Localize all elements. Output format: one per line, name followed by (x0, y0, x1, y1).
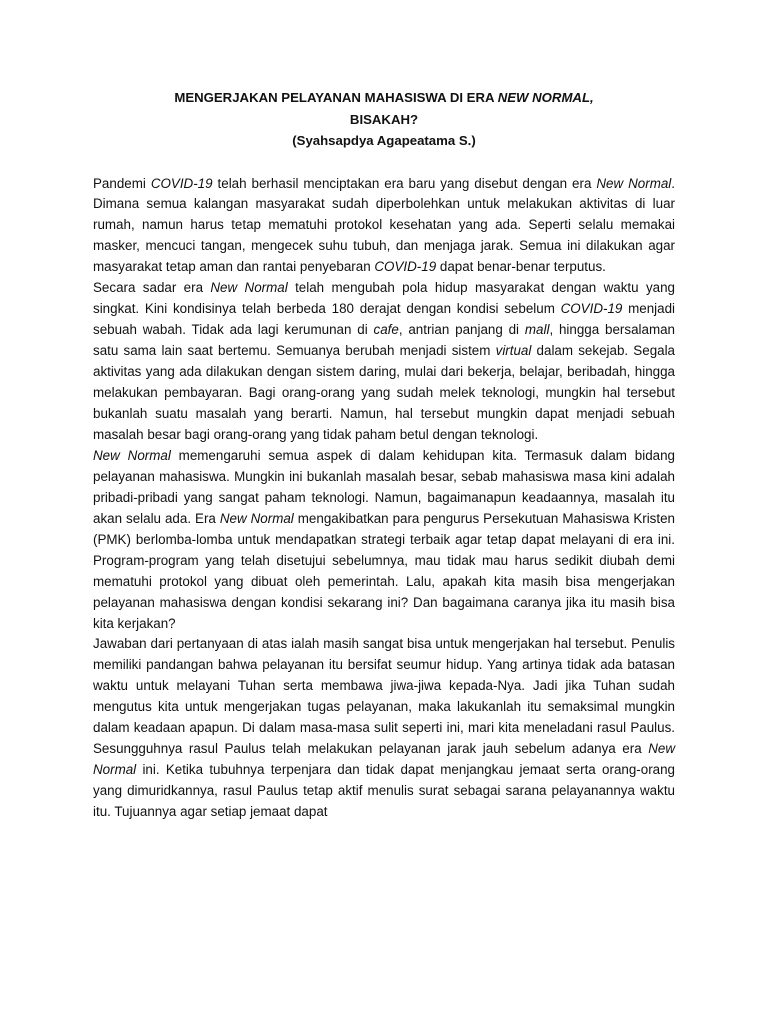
paragraph-text: telah mengubah pola hidup masyarakat dengan waktu yang singkat. Kini kondisinya telah berbeda 180 derajat dengan kondisi sebelum (93, 280, 675, 317)
italic-text: COVID-19 (560, 301, 623, 317)
italic-text: virtual (495, 343, 532, 359)
italic-text: New Normal (210, 280, 288, 296)
paragraph-text: memengaruhi semua aspek di dalam kehidupan kita. Termasuk dalam bidang pelayanan mahasiswa. Mungkin ini bukanlah masalah besar, sebab mahasiswa masa kini adalah pribadi-pribadi yang sangat paham teknologi. Namun, bagaimanapun keadaannya, masalah itu akan selalu ada. Era (93, 447, 675, 526)
paragraph-text: , hingga bersalaman satu sama lain saat bertemu. Semuanya berubah menjadi sistem (93, 322, 675, 359)
paragraph-text: , antrian panjang di (398, 322, 525, 338)
paragraph-text: dalam sekejab. Segala aktivitas yang ada dilakukan dengan sistem daring, mulai dari bekerja, belajar, beribadah, hingga melakukan pembayaran. Bagi orang-orang yang sudah melek teknologi, mungkin hal tersebut bukanlah suatu masalah yang berarti. Namun, hal tersebut mungkin dapat menjadi sebuah masalah besar bagi orang-orang yang tidak paham betul dengan teknologi. (93, 343, 676, 442)
title-italic-text: NEW NORMAL, (497, 90, 594, 105)
document-body (93, 174, 675, 824)
document-author: (Syahsapdya Agapeatama S.) (292, 133, 476, 148)
italic-text: New Normal (93, 741, 675, 778)
paragraph (93, 278, 675, 446)
italic-text: cafe (373, 322, 399, 338)
paragraph-text: telah berhasil menciptakan era baru yang disebut dengan era (212, 175, 597, 191)
italic-text: New Normal (596, 175, 672, 191)
italic-text: New Normal (93, 447, 171, 463)
italic-text: COVID-19 (374, 259, 437, 275)
paragraph-text: menjadi sebuah wabah. Tidak ada lagi kerumunan di (93, 301, 675, 338)
italic-text: New Normal (219, 510, 294, 526)
title-text: MENGERJAKAN PELAYANAN MAHASISWA DI ERA (174, 90, 498, 105)
paragraph-text: ini. Ketika tubuhnya terpenjara dan tidak dapat menjangkau jemaat serta orang-orang yang dimuridkannya, rasul Paulus tetap aktif menulis surat sebagai sarana pelayanannya waktu itu. Tujuannya agar setiap jemaat dapat (93, 762, 675, 820)
paragraph-text: Pandemi (93, 175, 151, 191)
document-title-line2: BISAKAH? (349, 111, 419, 127)
paragraph-text: dapat benar-benar terputus. (436, 259, 606, 275)
document-page (93, 87, 675, 823)
paragraph (93, 634, 675, 823)
paragraph-text: Secara sadar era (93, 280, 211, 296)
italic-text: mall (524, 322, 550, 338)
paragraph (93, 446, 675, 635)
document-title-line1 (93, 87, 675, 109)
paragraph-text: mengakibatkan para pengurus Persekutuan Mahasiswa Kristen (PMK) berlomba-lomba untuk mendapatkan strategi terbaik agar tetap dapat melayani di era ini. Program-program yang telah disetujui sebelumnya, mau tidak mau harus sedikit diubah demi mematuhi protokol yang dibuat oleh pemerintah. Lalu, apakah kita masih bisa mengerjakan pelayanan mahasiswa dengan kondisi sekarang ini? Dan bagaimana caranya jika itu masih bisa kita kerjakan? (93, 510, 675, 631)
paragraph (93, 174, 675, 279)
italic-text: COVID-19 (150, 175, 213, 191)
paragraph-text: . Dimana semua kalangan masyarakat sudah diperbolehkan untuk melakukan aktivitas di luar rumah, namun harus tetap mematuhi protokol kesehatan yang ada. Seperti selalu memakai masker, mencuci tangan, mengecek suhu tubuh, dan menjaga jarak. Semua ini dilakukan agar masyarakat tetap aman dan rantai penyebaran (93, 175, 676, 275)
paragraph-text: Jawaban dari pertanyaan di atas ialah masih sangat bisa untuk mengerjakan hal tersebut. Penulis memiliki pandangan bahwa pelayanan itu bersifat seumur hidup. Yang artinya tidak ada batasan waktu untuk melayani Tuhan serta membawa jiwa-jiwa kepada-Nya. Jadi jika Tuhan sudah mengutus kita untuk mengerjakan tugas pelayanan, maka lakukanlah itu semaksimal mungkin dalam keadaan apapun. Di dalam masa-masa sulit seperti ini, mari kita meneladani rasul Paulus. Sesungguhnya rasul Paulus telah melakukan pelayanan jarak jauh sebelum adanya era (93, 636, 675, 757)
